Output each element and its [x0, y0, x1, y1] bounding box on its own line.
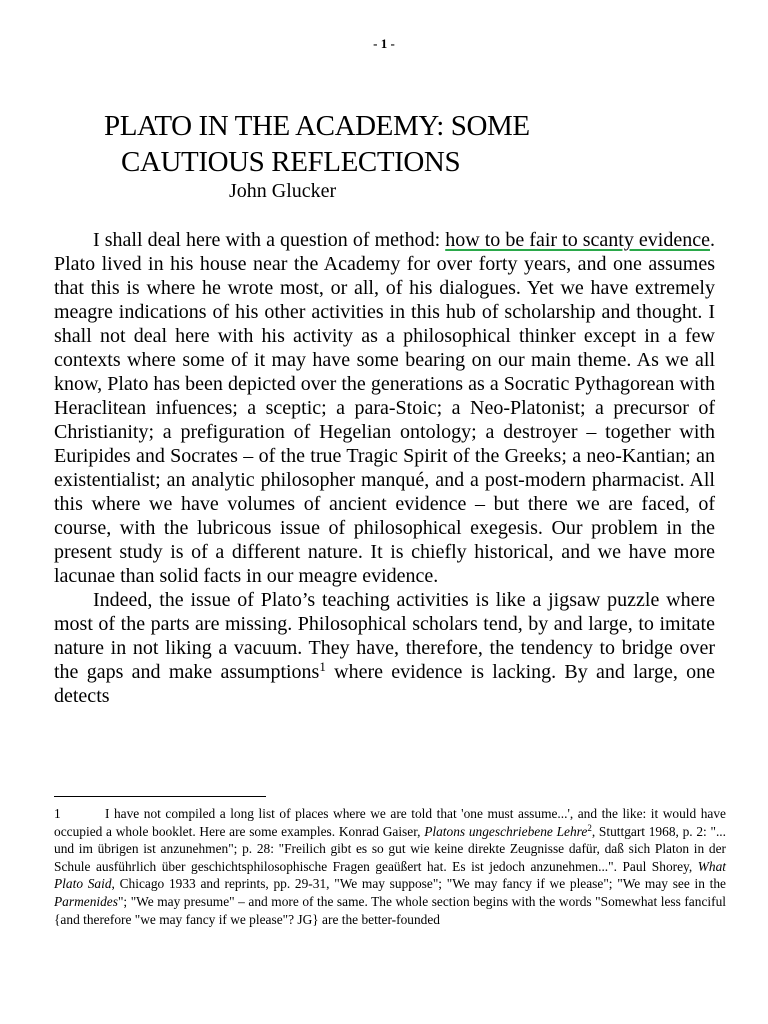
- footnote-title-2: What Plato Said: [54, 858, 726, 892]
- footnote-text-3: , Chicago 1933 and reprints, pp. 29-31, "We may suppose"; "We may fancy if we please"; "We may see in the: [111, 876, 726, 892]
- paragraph-2: [54, 588, 715, 708]
- footnote-reference[interactable]: 1: [319, 659, 326, 674]
- grammar-highlight[interactable]: how to be fair to scanty evidence: [445, 229, 710, 251]
- footnote-title-1: Platons ungeschriebene Lehre: [424, 823, 588, 839]
- body-text: [54, 228, 715, 708]
- footnote-number: 1: [54, 806, 61, 821]
- footnote-edition-sup: 2: [587, 822, 592, 833]
- paragraph-2-rest: where evidence is lacking. By and large, one detects: [54, 661, 715, 707]
- author-name: John Glucker: [229, 180, 337, 202]
- footnote-title-3: Parmenides: [54, 893, 118, 909]
- footnote-separator: [54, 796, 266, 797]
- title-line-2: CAUTIOUS REFLECTIONS: [121, 146, 461, 178]
- paragraph-2-start: Indeed, the issue of Plato’s teaching activities is like a jigsaw puzzle where most of the parts are missing. Philosophical scholars tend, by and large, to imitate nature in not liking a vacuum. They have, therefore, the tendency to bridge over the gaps and make assumptions: [54, 589, 715, 683]
- paragraph-1-start: I shall deal here with a question of method:: [93, 229, 446, 251]
- footnote-text-2: , Stuttgart 1968, p. 2: "... und im übrigen ist anzunehmen"; p. 28: "Freilich gibt es so gut wie keine direkte Zeugnisse dafür, daß sich Platon in der Schule ausführlich über geschichtsphilosophische Fragen geaüßert hat. Es ist jedoch anzunehmen...". Paul Shorey,: [54, 823, 726, 874]
- title-line-1: PLATO IN THE ACADEMY: SOME: [104, 110, 530, 142]
- footnote-text-4: "; "We may presume" – and more of the same. The whole section begins with the words "Somewhat less fanciful {and therefore "we may fancy if we please"? JG} are the better-founded: [54, 893, 726, 927]
- page-number: - 1 -: [373, 36, 395, 51]
- paragraph-1: [54, 228, 715, 588]
- footnote-text-1: I have not compiled a long list of places where we are told that 'one must assume...', and the like: it would have occupied a whole booklet. Here are some examples. Konrad Gaiser,: [54, 806, 726, 839]
- article-title: [104, 108, 704, 180]
- footnote: [54, 805, 726, 928]
- paragraph-1-rest: . Plato lived in his house near the Academy for over forty years, and one assumes that this is where he wrote most, or all, of his dialogues. Yet we have extremely meagre indications of his other activities in this hub of scholarship and thought. I shall not deal here with his activity as a philosophical thinker except in a few contexts where some of it may have some bearing on our main theme. As we all know, Plato has been depicted over the generations as a Socratic Pythagorean with Heraclitean infuences; a sceptic; a para-Stoic; a Neo-Platonist; a precursor of Christianity; a prefiguration of Hegelian ontology; a destroyer – together with Euripides and Socrates – of the true Tragic Spirit of the Greeks; a neo-Kantian; an existentialist; an analytic philosopher manqué, and a post-modern pharmacist. All this where we have volumes of ancient evidence – but there we are faced, of course, with the lubricous issue of philosophical exegesis. Our problem in the present study is of a different nature. It is chiefly historical, and we have more lacunae than solid facts in our meagre evidence.: [54, 229, 715, 587]
